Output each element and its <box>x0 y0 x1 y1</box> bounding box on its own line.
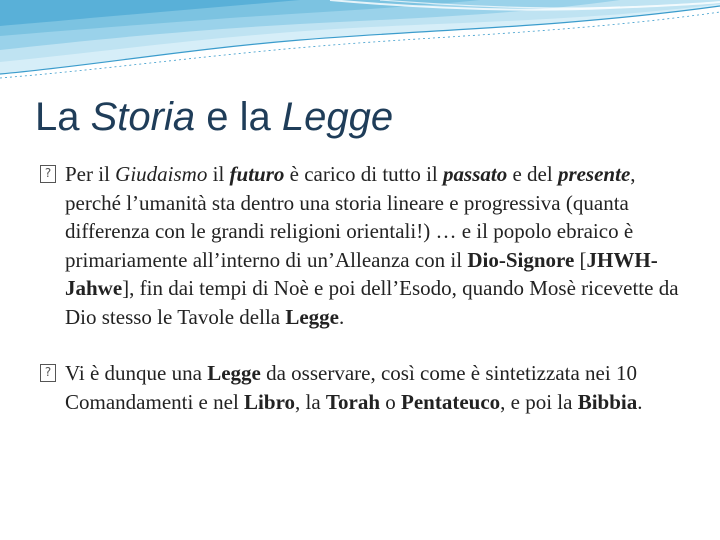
text-run: Vi è dunque una <box>65 361 208 385</box>
missing-glyph-icon <box>40 165 56 183</box>
title-text-part: La <box>35 95 91 139</box>
bold-run: Libro <box>244 389 296 414</box>
title-text-part: e la <box>195 95 282 139</box>
text-run: il <box>207 162 230 186</box>
text-run: , la <box>295 389 326 414</box>
slide-title <box>35 90 393 144</box>
bold-run: Torah <box>325 389 381 414</box>
text-run: ], fin dai tempi di Noè e poi dell’Esodo, quando Mosè ricevette da Dio stesso le Tavole della <box>65 276 679 329</box>
bold-run: Bibbia <box>577 389 638 414</box>
bold-run: Dio-Signore <box>467 247 575 272</box>
bold-run: JHWH-Jahwe <box>65 247 658 300</box>
text-run: è carico di tutto il <box>284 162 444 186</box>
title-legge-italic: Legge <box>281 95 394 139</box>
text-run: [ <box>574 247 587 272</box>
bold-run: Pentateuco <box>401 389 501 414</box>
text-run: e del <box>507 162 558 186</box>
bullet-item <box>40 160 680 331</box>
bold-italic-run: presente <box>557 162 631 186</box>
missing-glyph-icon <box>40 364 56 382</box>
bold-italic-run: futuro <box>229 162 285 186</box>
bold-run: Legge <box>207 361 261 385</box>
text-run: . <box>339 304 345 329</box>
italic-run: Giudaismo <box>115 162 208 186</box>
header-wave-decoration <box>0 0 720 90</box>
text-run: , perché l’umanità sta dentro una storia lineare e progressiva (quanta differenza con le grandi religioni orientali!) … e il popolo ebraico è primariamente all’interno di un’Alleanza con il <box>65 162 636 272</box>
text-run: da osservare, così come è sintetizzata nei 10 Comandamenti e nel <box>65 361 637 414</box>
bold-italic-run: passato <box>443 162 508 186</box>
text-run: , e poi la <box>500 389 578 414</box>
text-run: o <box>380 389 402 414</box>
slide-body <box>40 160 680 416</box>
title-storia-italic: Storia <box>90 95 196 139</box>
bold-run: Legge <box>285 304 340 329</box>
text-run: Per il <box>65 162 116 186</box>
text-run: . <box>637 389 643 414</box>
bullet-item <box>40 359 680 416</box>
